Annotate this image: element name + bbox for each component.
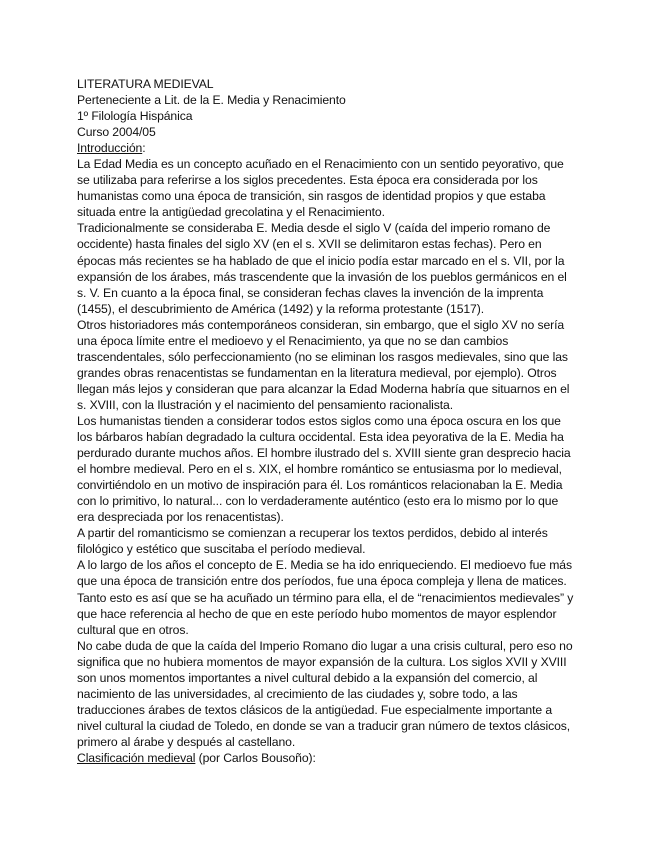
course-year: 1º Filología Hispánica (77, 109, 193, 124)
paragraph-4: Los humanistas tienden a considerar todos estos siglos como una época oscura en los que los bárbaros habían degradado la cultura occidental. Esta idea peyorativa de la E. Media ha perdurado durante muchos años. El hombre ilustrado del s. XVIII siente gran desprecio hacia el hombre medieval. Pero en el s. XIX, el hombre romántico se entusiasma por lo medieval, convirtiéndolo en un motivo de inspiración para él. Los románticos relacionaban la E. Media con lo primitivo, lo natural... con lo verdaderamente auténtico (esto era lo mismo por lo que era despreciada por los renacentistas). (77, 413, 571, 525)
classification-heading-line (77, 750, 577, 766)
paragraph-5: A partir del romanticismo se comienzan a recuperar los textos perdidos, debido al interés filológico y estético que suscitaba el período medieval. (77, 526, 548, 557)
classification-author: (por Carlos Bousoño): (195, 750, 316, 765)
document-subtitle: Perteneciente a Lit. de la E. Media y Renacimiento (77, 93, 346, 108)
paragraph-6: A lo largo de los años el concepto de E. Media se ha ido enriqueciendo. El medioevo fue más que una época de transición entre dos períodos, fue una época compleja y llena de matices. Tanto esto es así que se ha acuñado un término para ella, el de “renacimientos medievales” y que hace referencia al hecho de que en este período hubo momentos de mayor esplendor cultural que en otros. (77, 558, 574, 637)
document-body (77, 76, 577, 766)
document-title: LITERATURA MEDIEVAL (77, 77, 214, 91)
paragraph-3: Otros historiadores más contemporáneos consideran, sin embargo, que el siglo XV no sería una época límite entre el medioevo y el Renacimiento, ya que no se dan cambios trascendentales, sólo perfeccionamiento (no se eliminan los rasgos medievales, sino que las grandes obras renacentistas se fundamentan en la literatura medieval, por ejemplo). Otros llegan más lejos y consideran que para alcanzar la Edad Moderna habría que situarnos en el s. XVIII, con la Ilustración y el nacimiento del pensamiento racionalista. (77, 317, 570, 412)
intro-heading-line (77, 140, 577, 156)
paragraph-1: La Edad Media es un concepto acuñado en el Renacimiento con un sentido peyorativo, que se utilizaba para referirse a los siglos precedentes. Esta época era considerada por los humanistas como una época de transición, sin rasgos de identidad propios y que estaba situada entre la antigüedad grecolatina y el Renacimiento. (77, 157, 564, 220)
paragraph-2: Tradicionalmente se consideraba E. Media desde el siglo V (caída del imperio romano de occidente) hasta finales del siglo XV (en el s. XVII se delimitaron estas fechas). Pero en épocas más recientes se ha hablado de que el inicio podía estar marcado en el s. VII, por la expansión de los árabes, más trascendente que la invasión de los pueblos germánicos en el s. V. En cuanto a la época final, se consideran fechas claves la invención de la imprenta (1455), el descubrimiento de América (1492) y la reforma protestante (1517). (77, 221, 567, 316)
academic-year: Curso 2004/05 (77, 125, 156, 140)
intro-heading: Introducción (77, 141, 143, 156)
intro-heading-colon: : (142, 141, 146, 156)
classification-heading: Clasificación medieval (77, 750, 196, 765)
paragraph-7: No cabe duda de que la caída del Imperio Romano dio lugar a una crisis cultural, pero eso no significa que no hubiera momentos de mayor expansión de la cultura. Los siglos XVII y XVIII son unos momentos importantes a nivel cultural debido a la expansión del comercio, al nacimiento de las universidades, al crecimiento de las ciudades y, sobre todo, a las traducciones árabes de textos clásicos de la antigüedad. Fue especialmente importante a nivel cultural la ciudad de Toledo, en donde se van a traducir gran número de textos clásicos, primero al árabe y después al castellano. (77, 638, 573, 749)
